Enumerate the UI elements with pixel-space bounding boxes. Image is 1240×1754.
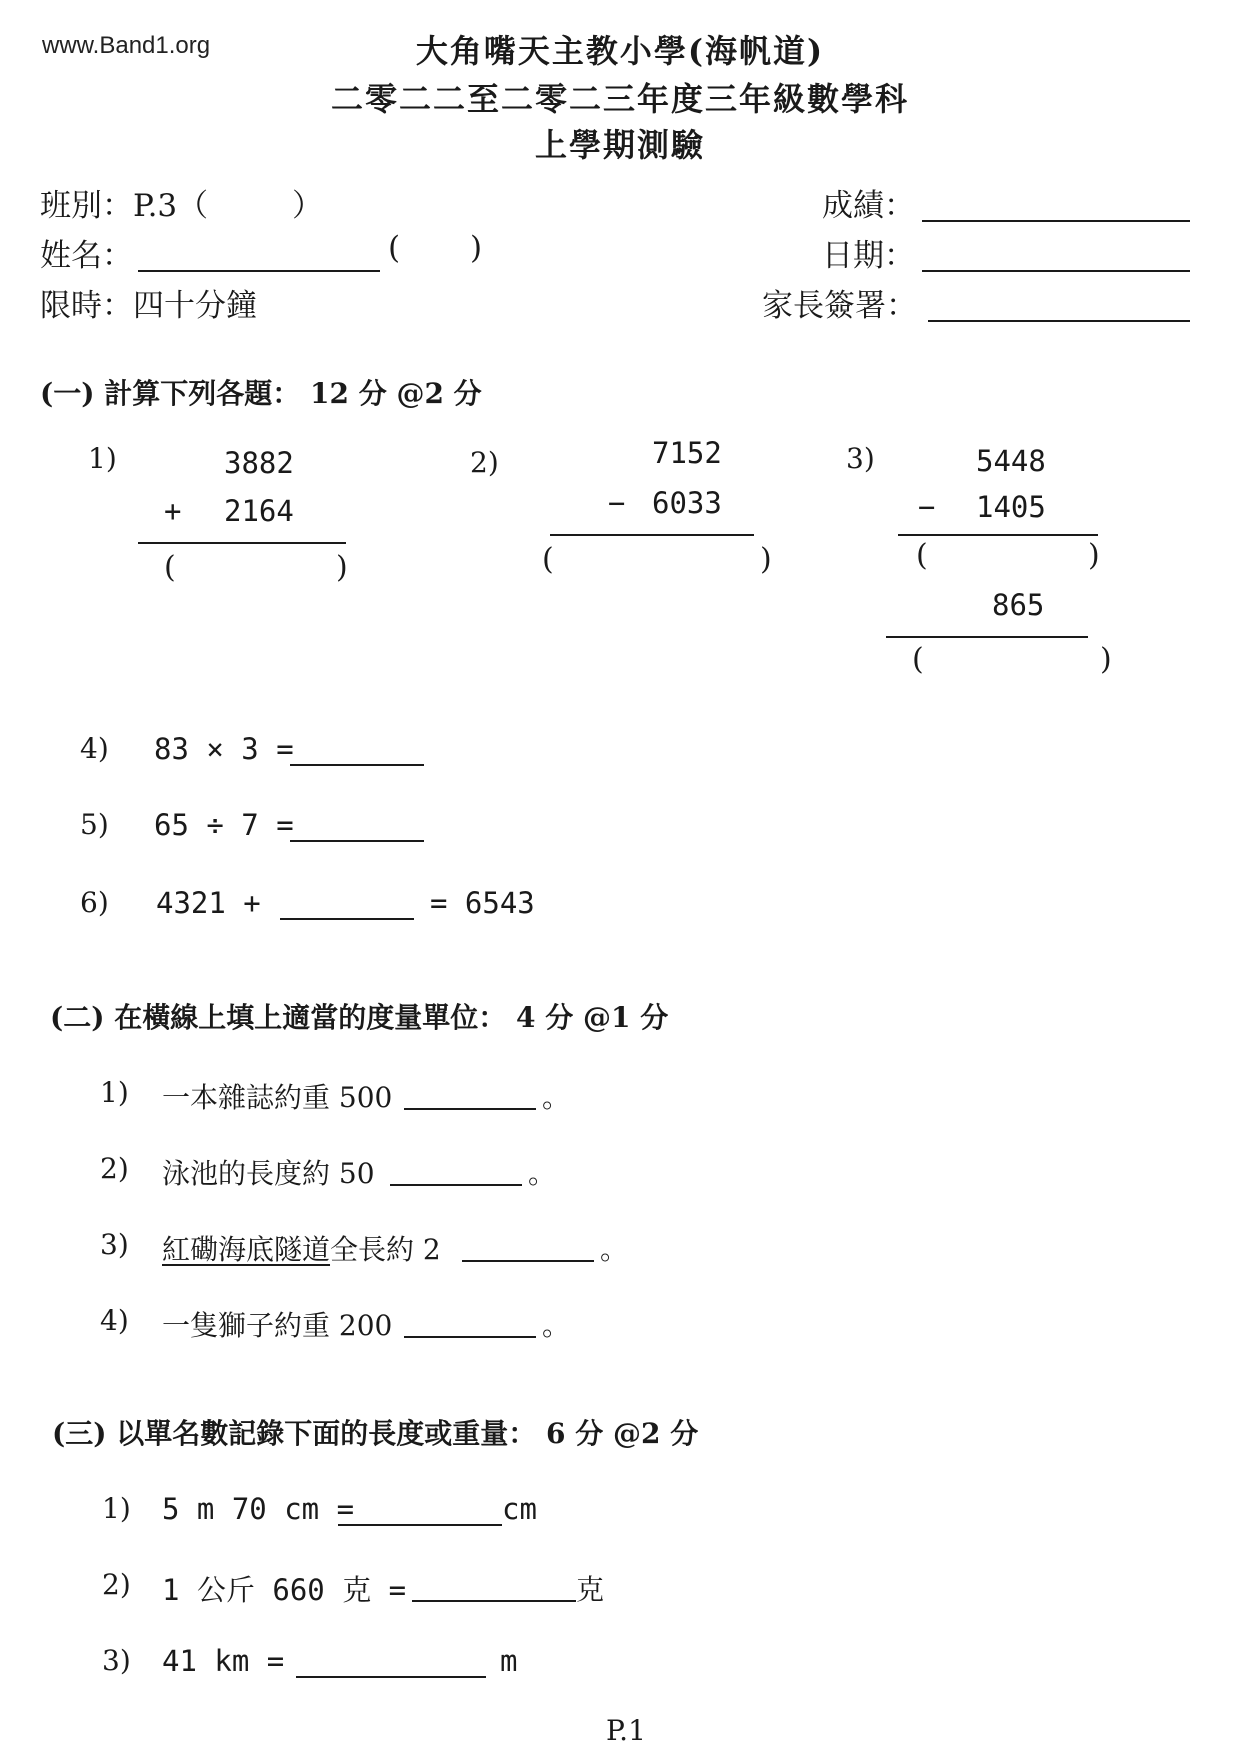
name-label: 姓名： [40,238,133,274]
name-field[interactable] [138,270,380,272]
s3-q1-unit: cm [502,1492,537,1526]
q5-answer-field[interactable] [290,840,424,842]
s3-q3-unit: m [500,1644,518,1678]
exam-title: 上學期測驗 [534,126,705,164]
q2-bottom: 6033 [652,486,722,520]
section2-heading: (二) 在橫線上填上適當的度量單位： 4 分 @1 分 [50,1001,669,1034]
parent-signature-field[interactable] [928,320,1190,322]
s3-q1-text: 5 m 70 cm = [162,1492,355,1526]
q1-top: 3882 [224,446,294,480]
s3-q2-answer-field[interactable] [412,1600,576,1602]
s2-q3-answer-field[interactable] [462,1260,594,1262]
score-label: 成績： [822,188,915,224]
watermark: www.Band1.org [42,32,211,59]
q5-expression: 65 ÷ 7 = [154,808,294,842]
s3-q1-answer-field[interactable] [338,1524,502,1526]
q1-operator: + [164,494,182,528]
q3-label: 3) [846,442,875,475]
date-label: 日期： [822,238,915,274]
s3-q2-text: 1 公斤 660 克 = [162,1573,407,1607]
s2-q2-end: 。 [528,1157,557,1190]
name-paren-close: ) [470,230,483,266]
s2-q2-text: 泳池的長度約 50 [162,1157,375,1190]
q3-line-2 [886,636,1088,638]
proper-noun-underlined: 紅磡海底隧道 [162,1233,331,1266]
q6-left: 4321 + [156,886,261,920]
s3-q1-label: 1) [102,1492,131,1525]
class-close: ） [292,188,323,224]
q3-second-number: 865 [992,588,1045,622]
q2-answer-open: ( [542,542,554,577]
q1-answer-close: ) [336,550,348,585]
s2-q2-answer-field[interactable] [390,1184,522,1186]
q3-answer-close: ) [1088,538,1100,573]
q4-answer-field[interactable] [290,764,424,766]
s2-q4-label: 4) [100,1304,129,1337]
s2-q1-answer-field[interactable] [404,1108,536,1110]
page-number: P.1 [606,1714,646,1747]
section1-heading: (一) 計算下列各題： 12 分 @2 分 [40,377,482,410]
q2-top: 7152 [652,436,722,470]
s2-q4-text: 一隻獅子約重 200 [162,1309,393,1342]
q6-right: = 6543 [430,886,535,920]
q2-label: 2) [470,446,499,479]
q3-operator: − [918,490,936,524]
q1-bottom: 2164 [224,494,294,528]
s2-q1-end: 。 [542,1081,571,1114]
section3-heading: (三) 以單名數記錄下面的長度或重量： 6 分 @2 分 [52,1417,699,1450]
s2-q3-text: 全長約 2 [330,1233,441,1266]
q6-answer-field[interactable] [280,918,414,920]
s2-q3-label: 3) [100,1228,129,1261]
s3-q3-text: 41 km = [162,1644,285,1678]
q1-answer-open: ( [164,550,176,585]
time-limit: 限時：四十分鐘 [40,288,257,324]
class-label: 班別：P.3（ [40,188,209,224]
q3-bottom: 1405 [976,490,1046,524]
s2-q1-text: 一本雜誌約重 500 [162,1081,393,1114]
s2-q4-end: 。 [542,1309,571,1342]
s2-q4-answer-field[interactable] [404,1336,536,1338]
q4-expression: 83 × 3 = [154,732,294,766]
q1-line [138,542,346,544]
q3-answer2-close: ) [1100,642,1112,677]
score-field[interactable] [922,220,1190,222]
date-field[interactable] [922,270,1190,272]
q6-label: 6) [80,886,109,919]
s2-q1-label: 1) [100,1076,129,1109]
q4-label: 4) [80,732,109,765]
s3-q3-answer-field[interactable] [296,1676,486,1678]
q2-operator: − [608,486,626,520]
s3-q3-label: 3) [102,1644,131,1677]
year-subject-title: 二零二二至二零二三年度三年級數學科 [330,80,909,118]
q3-answer2-open: ( [912,642,924,677]
s3-q2-unit: 克 [576,1573,605,1606]
q5-label: 5) [80,808,109,841]
q2-line [550,534,754,536]
name-paren-open: ( [388,230,401,266]
s2-q2-label: 2) [100,1152,129,1185]
s3-q2-label: 2) [102,1568,131,1601]
q1-label: 1) [88,442,117,475]
q3-answer-open: ( [916,538,928,573]
school-title: 大角嘴天主教小學(海帆道) [415,32,825,70]
parent-signature-label: 家長簽署： [762,288,917,324]
q2-answer-close: ) [760,542,772,577]
q3-line [898,534,1098,536]
q3-top: 5448 [976,444,1046,478]
s2-q3-end: 。 [600,1233,629,1266]
